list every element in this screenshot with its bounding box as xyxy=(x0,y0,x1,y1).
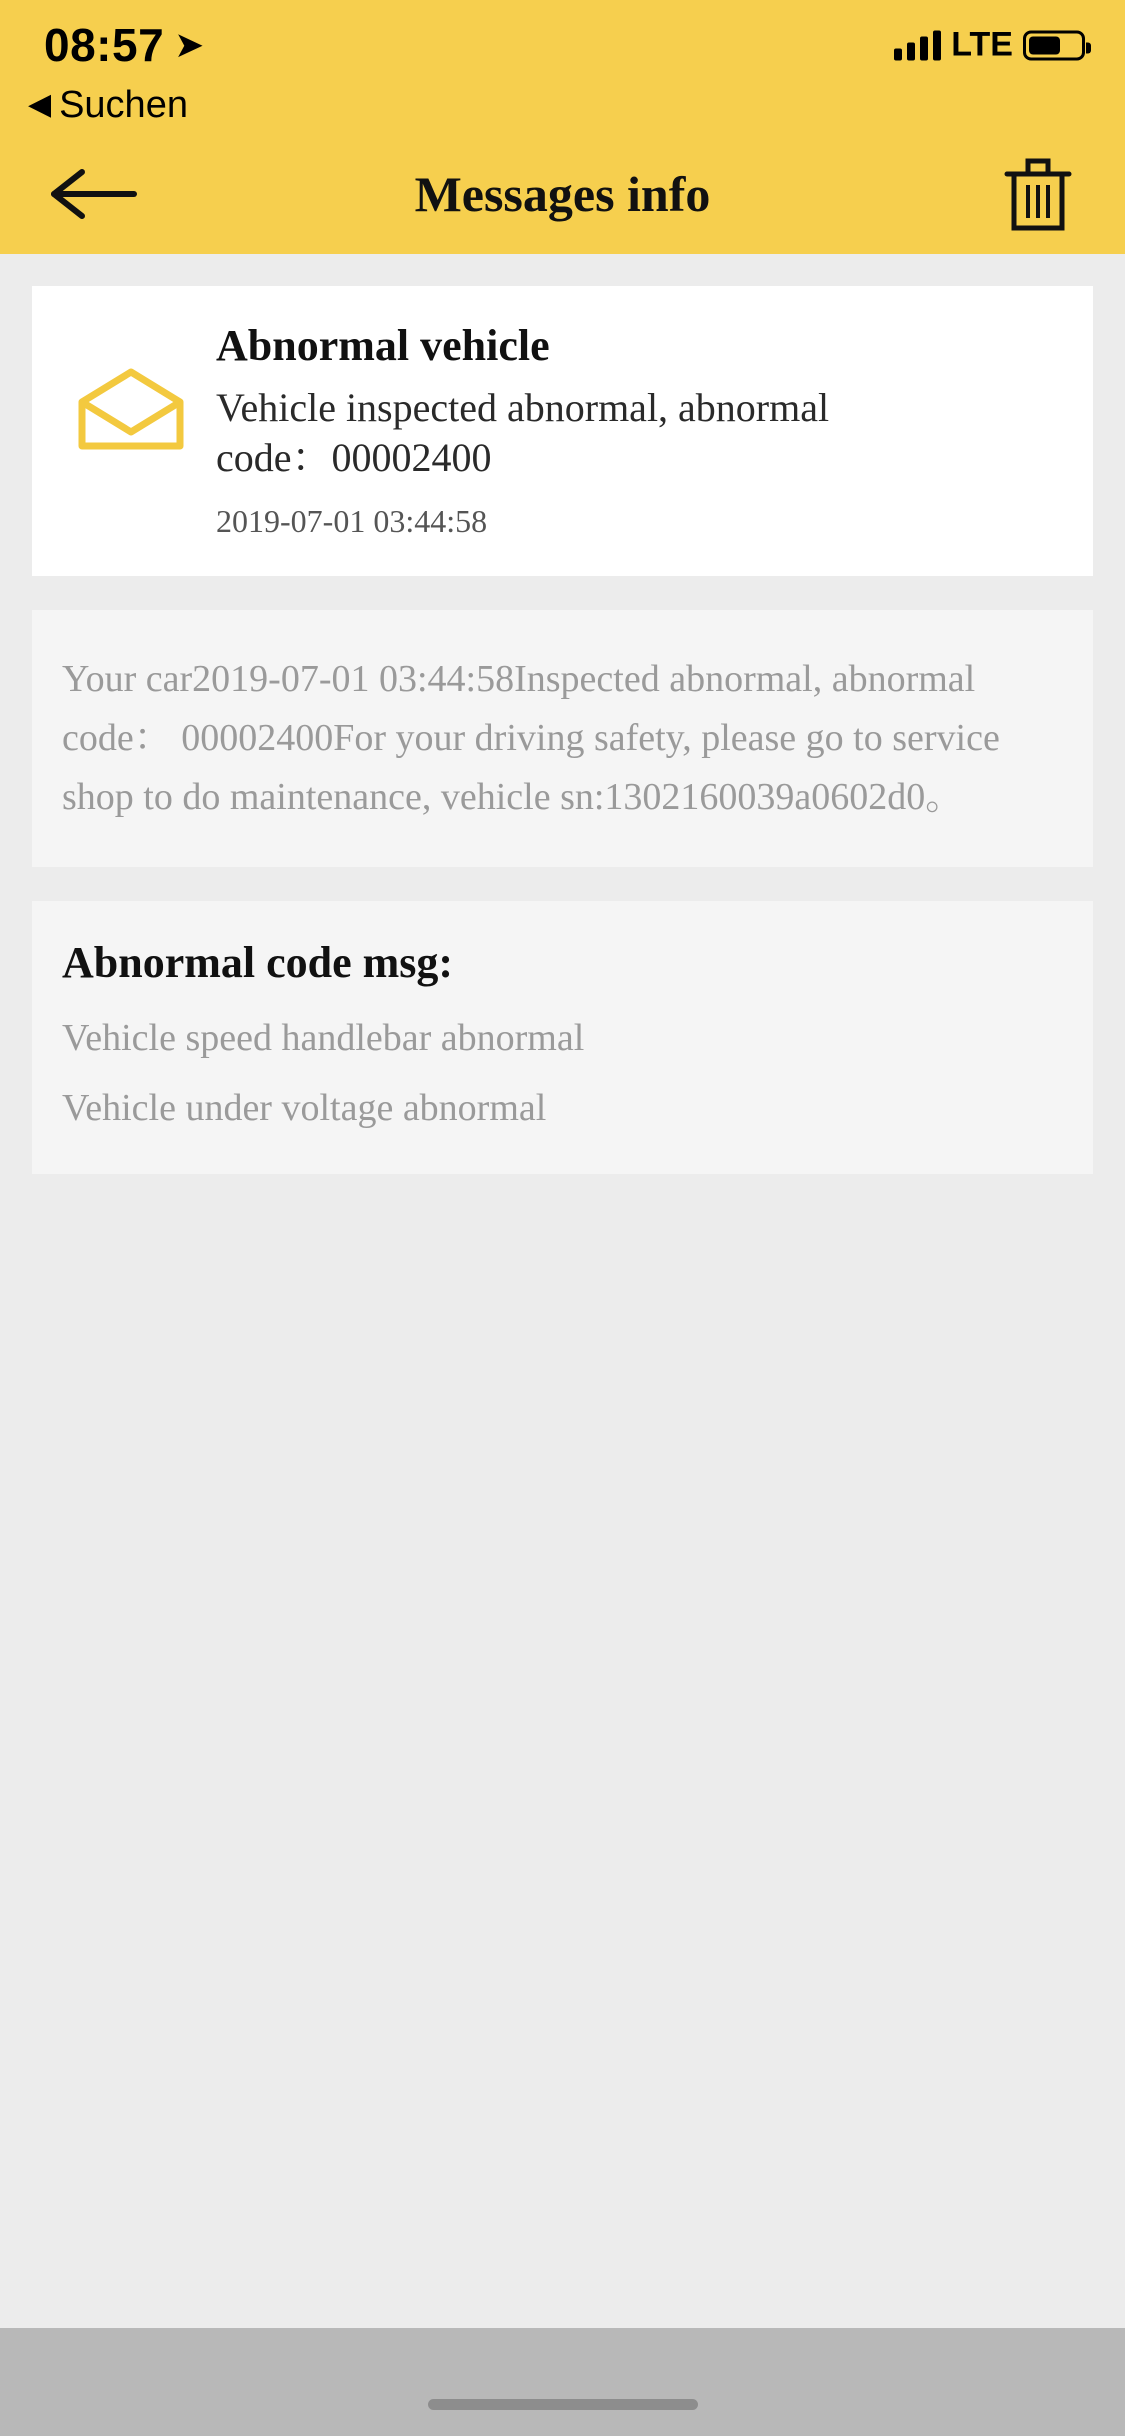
back-button[interactable] xyxy=(48,164,138,224)
message-text-block xyxy=(210,320,1063,540)
signal-strength-icon xyxy=(894,30,941,60)
message-title: Abnormal vehicle xyxy=(216,321,550,370)
detail-card xyxy=(32,610,1093,867)
battery-icon xyxy=(1023,30,1085,60)
back-to-app-link[interactable] xyxy=(0,76,1125,134)
bottom-bar xyxy=(0,2328,1125,2436)
open-envelope-icon xyxy=(76,368,186,457)
list-item: Vehicle under voltage abnormal xyxy=(62,1086,547,1129)
detail-text: Your car2019-07-01 03:44:58Inspected abnormal, abnormal code： 00002400For your driving safety, please go to service shop to do maintenance, vehicle sn:1302160039a0602d0。 xyxy=(62,658,1000,818)
status-bar xyxy=(0,14,1125,76)
main-content xyxy=(0,254,1125,2328)
arrow-left-icon xyxy=(48,164,138,224)
status-bar-right xyxy=(894,26,1085,65)
message-card[interactable] xyxy=(32,286,1093,576)
back-to-app-label: Suchen xyxy=(59,83,188,126)
page-title: Messages info xyxy=(414,166,711,222)
message-body: Vehicle inspected abnormal, abnormal code：00002400 xyxy=(216,385,830,480)
top-yellow-area xyxy=(0,0,1125,254)
abnormal-codes-title: Abnormal code msg: xyxy=(62,937,454,987)
message-timestamp: 2019-07-01 03:44:58 xyxy=(216,503,488,539)
trash-icon xyxy=(1003,156,1073,232)
delete-button[interactable] xyxy=(1003,156,1073,232)
navigation-bar xyxy=(0,134,1125,254)
abnormal-codes-card xyxy=(32,901,1093,1174)
carrier-label: LTE xyxy=(951,25,1013,64)
status-time: 08:57 xyxy=(44,19,165,71)
list-item: Vehicle speed handlebar abnormal xyxy=(62,1016,585,1059)
location-arrow-icon: ➤ xyxy=(174,24,205,65)
back-triangle-icon: ◀ xyxy=(28,88,52,121)
home-indicator[interactable] xyxy=(428,2399,698,2410)
